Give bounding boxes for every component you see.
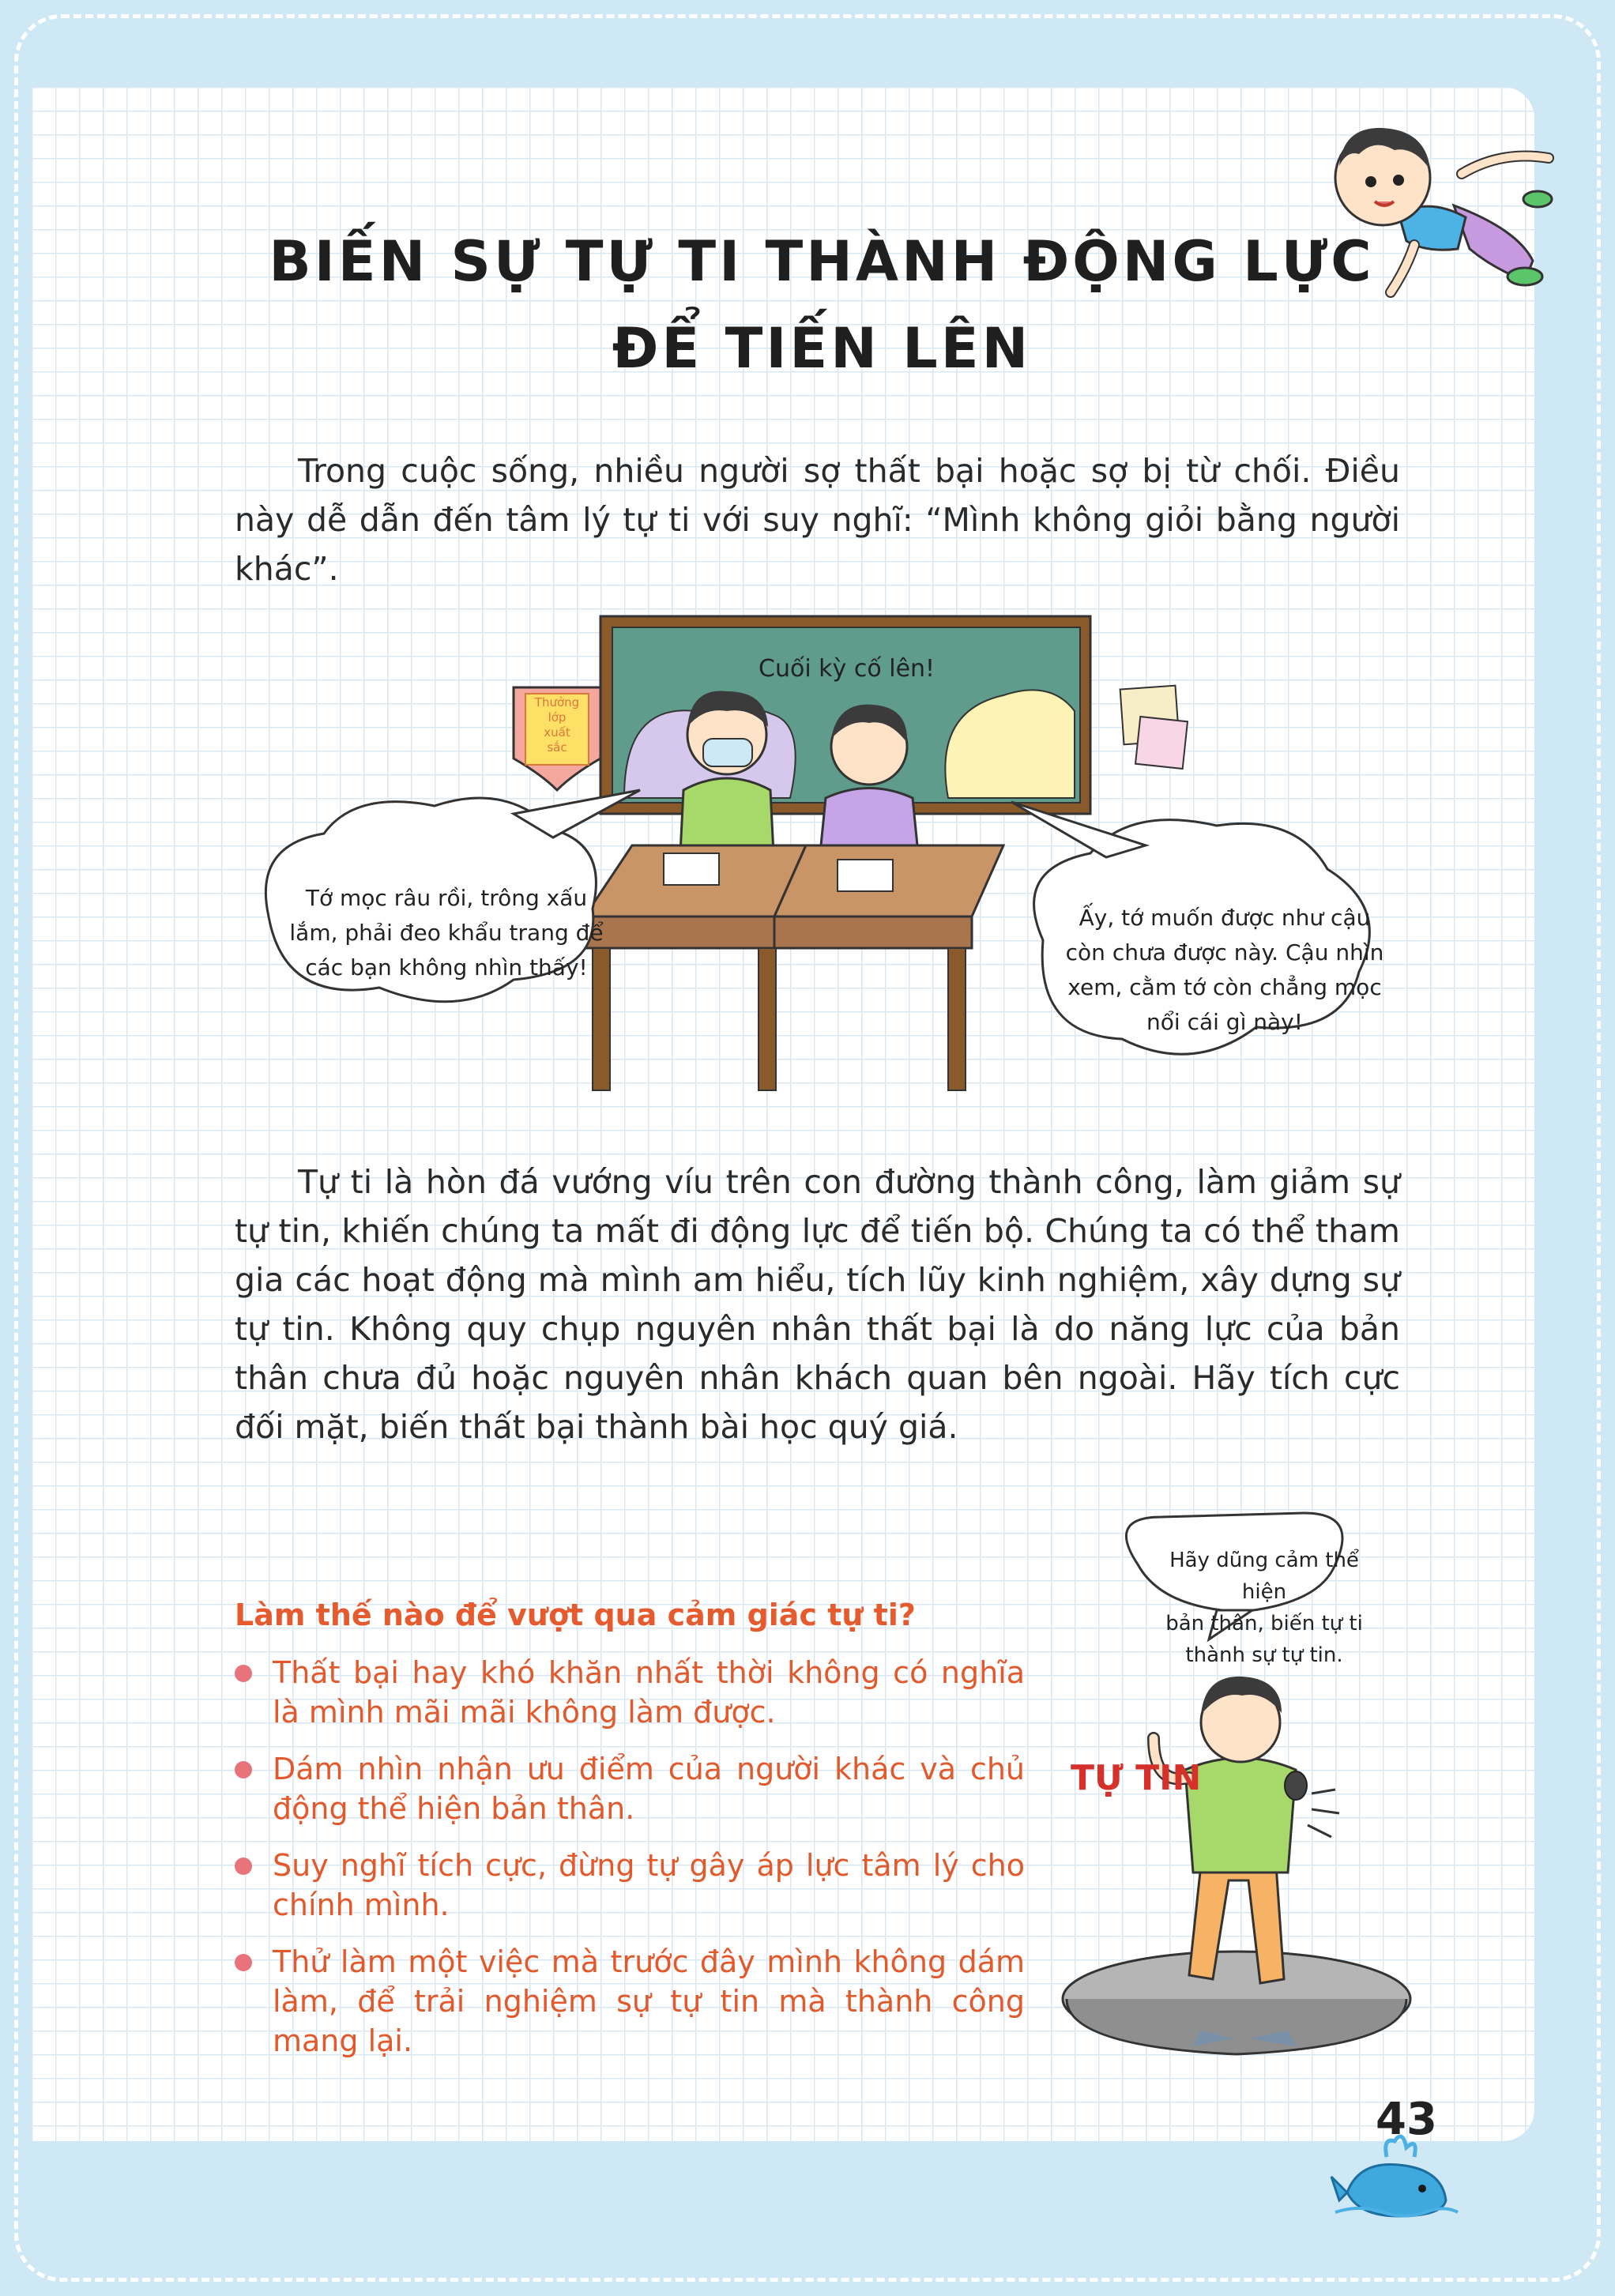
bullet-dot-icon — [235, 1665, 252, 1682]
tip-text: Dám nhìn nhận ưu điểm của người khác và chủ động thể hiện bản thân. — [273, 1752, 1025, 1826]
bubble-line: còn chưa được này. Cậu nhìn — [1065, 939, 1384, 965]
chalkboard-text: Cuối kỳ cố lên! — [759, 655, 935, 683]
body-paragraph: Tự ti là hòn đá vướng víu trên con đường thành công, làm giảm sự tự tin, khiến chúng ta mất đi động lực để tiến bộ. Chúng ta có thể tham gia các hoạt động mà mình am hiểu, tích lũy kinh nghiệm, xây dựng sự tự tin. Không quy chụp nguyên nhân thất bại là do năng lực của bản thân chưa đủ hoặc nguyên nhân khách quan bên ngoài. Hãy tích cực đối mặt, biến thất bại thành bài học quý giá. — [235, 1163, 1400, 1446]
page-title-line-2: ĐỂ TIẾN LÊN — [612, 316, 1032, 381]
speech-bubble-right — [1051, 901, 1399, 1040]
banner-line: xuất — [544, 725, 570, 740]
page-number: 43 — [1376, 2094, 1437, 2145]
tip-item — [235, 1846, 1025, 1925]
bubble-line: Ấy, tớ muốn được như cậu — [1079, 905, 1371, 931]
tip-item — [235, 1942, 1025, 2061]
bubble-line: xem, cằm tớ còn chẳng mọc — [1067, 974, 1382, 1000]
bubble-line: bản thân, biến tự ti — [1165, 1612, 1363, 1635]
tips-heading: Làm thế nào để vượt qua cảm giác tự ti? — [235, 1598, 916, 1632]
page-title-line-1: BIẾN SỰ TỰ TI THÀNH ĐỘNG LỰC — [269, 229, 1375, 294]
bubble-line: các bạn không nhìn thấy! — [305, 954, 588, 981]
banner-line: sắc — [547, 740, 567, 755]
side-speech-bubble — [1150, 1545, 1379, 1671]
banner-line: Thưởng — [534, 695, 580, 710]
bubble-line: Hãy dũng cảm thể hiện — [1169, 1549, 1359, 1604]
tip-text: Thất bại hay khó khăn nhất thời không có nghĩa là mình mãi mãi không làm được. — [273, 1655, 1025, 1730]
class-award-banner — [525, 695, 589, 755]
bullet-dot-icon — [235, 1858, 252, 1875]
banner-line: lớp — [548, 710, 567, 725]
bullet-dot-icon — [235, 1761, 252, 1778]
confidence-label: TỰ TIN — [1071, 1758, 1202, 1798]
tip-text: Suy nghĩ tích cực, đừng tự gây áp lực tâm lý cho chính mình. — [273, 1848, 1025, 1922]
tip-text: Thử làm một việc mà trước đây mình không dám làm, để trải nghiệm sự tự tin mà thành công mang lại. — [273, 1944, 1025, 2058]
tips-list — [235, 1653, 1025, 2078]
tip-item — [235, 1749, 1025, 1828]
bubble-line: thành sự tự tin. — [1185, 1643, 1343, 1667]
speech-bubble-left — [273, 881, 620, 985]
bullet-dot-icon — [235, 1954, 252, 1971]
bubble-line: Tớ mọc râu rồi, trông xấu — [305, 885, 588, 911]
bubble-line: nổi cái gì này! — [1146, 1009, 1303, 1035]
bubble-line: lắm, phải đeo khẩu trang để — [289, 920, 604, 946]
whale-icon — [1327, 2133, 1462, 2220]
tip-item — [235, 1653, 1025, 1732]
intro-paragraph: Trong cuộc sống, nhiều người sợ thất bại hoặc sợ bị từ chối. Điều này dễ dẫn đến tâm lý tự ti với suy nghĩ: “Mình không giỏi bằng người khác”. — [235, 452, 1400, 588]
